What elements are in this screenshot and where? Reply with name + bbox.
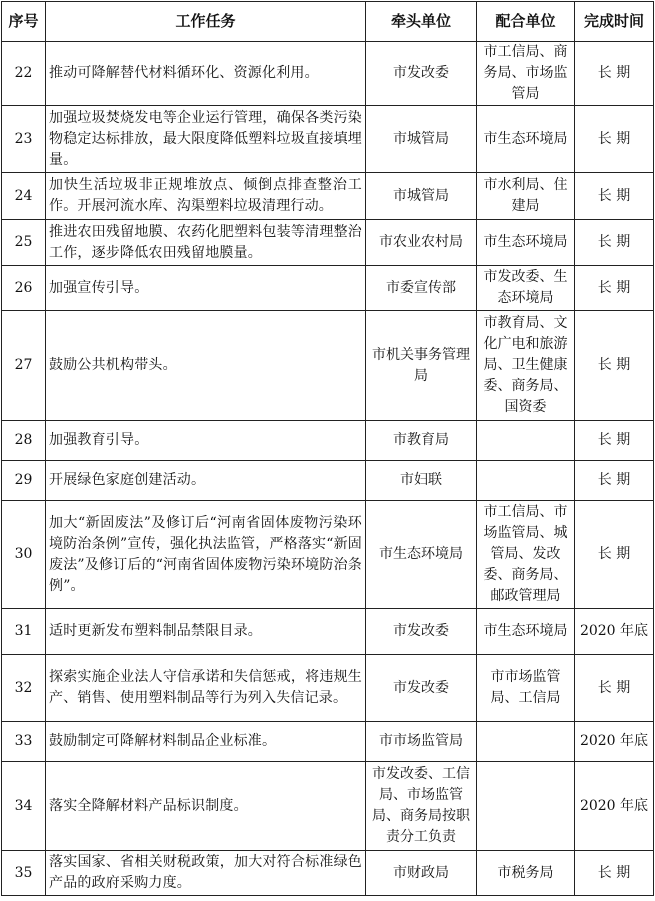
row-lead-unit: 市发改委 xyxy=(366,609,477,655)
row-lead-unit: 市城管局 xyxy=(366,106,477,173)
row-deadline: 长 期 xyxy=(575,266,654,311)
row-coop-unit: 市教育局、文化广电和旅游局、卫生健康委、商务局、国资委 xyxy=(477,311,575,421)
row-deadline: 长 期 xyxy=(575,173,654,220)
row-number: 35 xyxy=(2,851,46,896)
row-coop-unit: 市工信局、市场监管局、城管局、发改委、商务局、邮政管理局 xyxy=(477,501,575,609)
row-number: 26 xyxy=(2,266,46,311)
row-number: 32 xyxy=(2,655,46,722)
row-deadline: 2020 年底 xyxy=(575,722,654,762)
row-number: 28 xyxy=(2,421,46,461)
row-lead-unit: 市机关事务管理局 xyxy=(366,311,477,421)
row-task: 加大“新固废法”及修订后“河南省固体废物污染环境防治条例”宣传，强化执法监管，严格落实“新固废法”及修订后的“河南省固体废物污染环境防治条例”。 xyxy=(46,501,366,609)
row-task: 鼓励制定可降解材料制品企业标准。 xyxy=(46,722,366,762)
table-row xyxy=(2,266,654,311)
table-row xyxy=(2,220,654,266)
table-row xyxy=(2,609,654,655)
header-deadline: 完成时间 xyxy=(575,2,654,42)
row-coop-unit xyxy=(477,722,575,762)
row-deadline: 长 期 xyxy=(575,220,654,266)
row-deadline: 2020 年底 xyxy=(575,762,654,851)
row-number: 22 xyxy=(2,42,46,106)
row-lead-unit: 市生态环境局 xyxy=(366,501,477,609)
row-number: 29 xyxy=(2,461,46,501)
row-number: 33 xyxy=(2,722,46,762)
row-coop-unit: 市市场监管局、工信局 xyxy=(477,655,575,722)
row-task: 落实国家、省相关财税政策，加大对符合标准绿色产品的政府采购力度。 xyxy=(46,851,366,896)
row-deadline: 长 期 xyxy=(575,106,654,173)
row-number: 23 xyxy=(2,106,46,173)
row-lead-unit: 市市场监管局 xyxy=(366,722,477,762)
row-lead-unit: 市教育局 xyxy=(366,421,477,461)
table-row xyxy=(2,851,654,896)
row-task: 落实全降解材料产品标识制度。 xyxy=(46,762,366,851)
row-number: 24 xyxy=(2,173,46,220)
row-lead-unit: 市发改委、工信局、市场监管局、商务局按职责分工负责 xyxy=(366,762,477,851)
row-lead-unit: 市妇联 xyxy=(366,461,477,501)
row-coop-unit: 市税务局 xyxy=(477,851,575,896)
row-task: 鼓励公共机构带头。 xyxy=(46,311,366,421)
table-row xyxy=(2,106,654,173)
row-lead-unit: 市发改委 xyxy=(366,655,477,722)
header-lead-unit: 牵头单位 xyxy=(366,2,477,42)
row-deadline: 长 期 xyxy=(575,851,654,896)
row-task: 适时更新发布塑料制品禁限目录。 xyxy=(46,609,366,655)
row-deadline: 2020 年底 xyxy=(575,609,654,655)
row-coop-unit: 市生态环境局 xyxy=(477,106,575,173)
row-coop-unit: 市工信局、商务局、市场监管局 xyxy=(477,42,575,106)
header-task: 工作任务 xyxy=(46,2,366,42)
row-deadline: 长 期 xyxy=(575,42,654,106)
row-task: 探索实施企业法人守信承诺和失信惩戒，将违规生产、销售、使用塑料制品等行为列入失信记录。 xyxy=(46,655,366,722)
row-coop-unit: 市生态环境局 xyxy=(477,220,575,266)
row-deadline: 长 期 xyxy=(575,421,654,461)
row-lead-unit: 市发改委 xyxy=(366,42,477,106)
table-row xyxy=(2,311,654,421)
row-task: 加强垃圾焚烧发电等企业运行管理，确保各类污染物稳定达标排放，最大限度降低塑料垃圾直接填埋量。 xyxy=(46,106,366,173)
row-number: 27 xyxy=(2,311,46,421)
row-task: 加强教育引导。 xyxy=(46,421,366,461)
table-row xyxy=(2,173,654,220)
row-coop-unit xyxy=(477,461,575,501)
row-coop-unit xyxy=(477,421,575,461)
header-number: 序号 xyxy=(2,2,46,42)
table-row xyxy=(2,421,654,461)
task-table xyxy=(1,1,654,896)
row-coop-unit: 市水利局、住建局 xyxy=(477,173,575,220)
table-row xyxy=(2,42,654,106)
row-deadline: 长 期 xyxy=(575,655,654,722)
row-task: 开展绿色家庭创建活动。 xyxy=(46,461,366,501)
row-task: 推动可降解替代材料循环化、资源化利用。 xyxy=(46,42,366,106)
row-deadline: 长 期 xyxy=(575,461,654,501)
row-lead-unit: 市财政局 xyxy=(366,851,477,896)
header-row xyxy=(2,2,654,42)
row-deadline: 长 期 xyxy=(575,501,654,609)
table-row xyxy=(2,762,654,851)
header-coop-unit: 配合单位 xyxy=(477,2,575,42)
row-coop-unit xyxy=(477,762,575,851)
row-task: 推进农田残留地膜、农药化肥塑料包装等清理整治工作，逐步降低农田残留地膜量。 xyxy=(46,220,366,266)
table-row xyxy=(2,722,654,762)
row-lead-unit: 市城管局 xyxy=(366,173,477,220)
row-number: 34 xyxy=(2,762,46,851)
row-number: 25 xyxy=(2,220,46,266)
row-task: 加强宣传引导。 xyxy=(46,266,366,311)
row-number: 30 xyxy=(2,501,46,609)
row-lead-unit: 市农业农村局 xyxy=(366,220,477,266)
row-lead-unit: 市委宣传部 xyxy=(366,266,477,311)
table-row xyxy=(2,655,654,722)
row-coop-unit: 市生态环境局 xyxy=(477,609,575,655)
table-row xyxy=(2,501,654,609)
row-task: 加快生活垃圾非正规堆放点、倾倒点排查整治工作。开展河流水库、沟渠塑料垃圾清理行动。 xyxy=(46,173,366,220)
row-number: 31 xyxy=(2,609,46,655)
row-coop-unit: 市发改委、生态环境局 xyxy=(477,266,575,311)
row-deadline: 长 期 xyxy=(575,311,654,421)
table-row xyxy=(2,461,654,501)
